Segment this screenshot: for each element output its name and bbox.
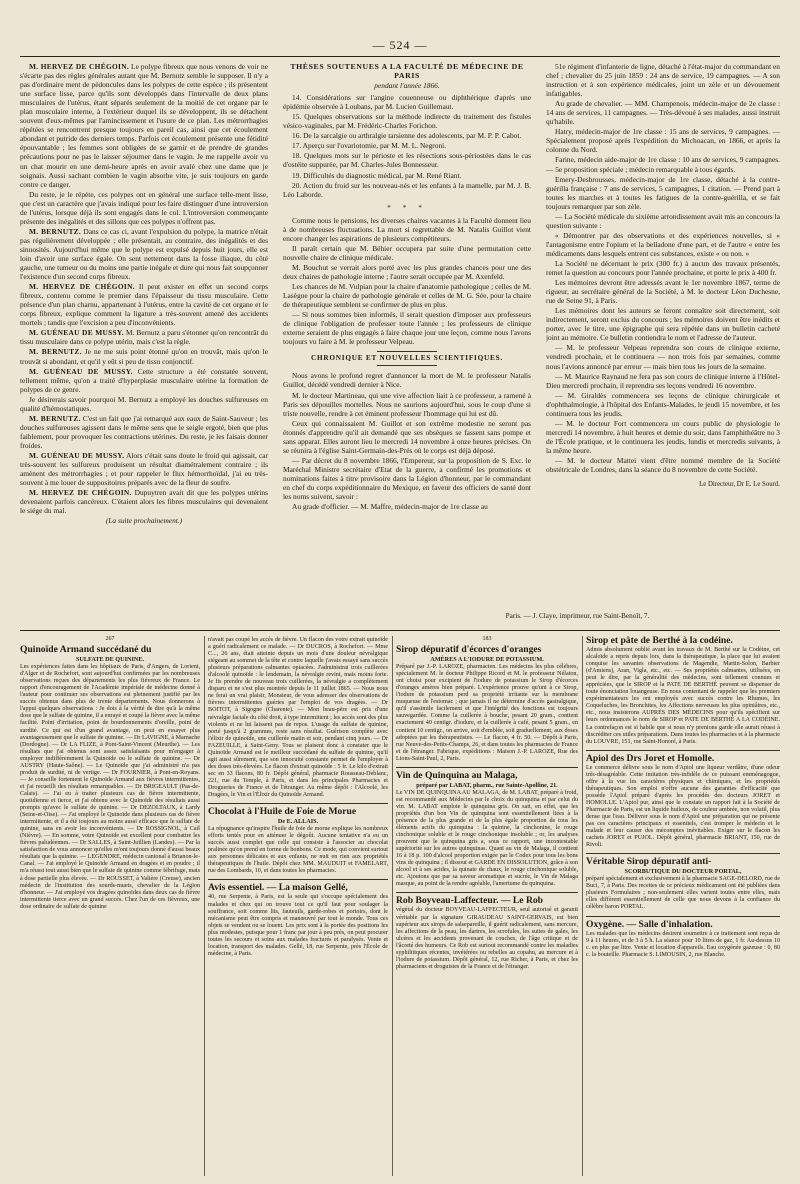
advertisement <box>396 771 578 889</box>
paragraph: Les mémoires dont les auteurs se feront connaître soit directement, soit indirectement, seront exclus du concours ; les mémoires doivent être inédits et porter, avec le titre, une épigraphe qui sera répétée dans un bulletin cacheté joint au mémoire. Ce bulletin contiendra le nom et l'adresse de l'auteur. <box>546 306 780 343</box>
ad-body: Le commerce délivre sous le nom d'Apiol une liqueur verdâtre, d'une odeur très-désagréable. Cette imitation très-infidèle de ce puissant emménagogue, offre à la vue les caractères physiques et chimiques, et les propriétés thérapeutiques. Son emploi n'offre aucune des garanties d'efficacité que possède l'Apiol préparé d'après les procédés des docteurs JORET et HOMOLLE. L'Apiol pur, ainsi que le constate un rapport fait à la Société de Pharmacie de Paris, est un liquide huileux, de couleur ambrée, non volatil, plus dense que l'eau. Délivrer sous le nom d'Apiol une préparation qui ne présente pas ces caractères principaux et essentiels, c'est tromper le médecin et le malade et leur causer des mécomptes inévitables. Exiger sur le flacon les cachets JORET et PUJOL. Dépôt général, pharmacie BRIANT, 150, rue de Rivoli. <box>586 764 780 849</box>
ad-title: Quinoïde Armand succédané du <box>20 644 152 656</box>
ads-top-rule <box>20 630 780 631</box>
advertisement <box>586 636 780 746</box>
ad-subtitle: SCORBUTIQUE DU DOCTEUR PORTAL, <box>624 868 742 876</box>
paragraph <box>20 347 268 365</box>
ad-subtitle: De E. ALLAIS. <box>277 818 319 826</box>
section-subheading: pendant l'année 1866. <box>374 81 440 91</box>
paragraph: Au grade de chevalier. — MM. Champenois, médecin-major de 2e classe : 14 ans de services, 11 campagnes. — Très-dévoué à ses malades, aussi instruit qu'habile. <box>546 99 780 127</box>
ad-title: Vin de Quinquina au Malaga, <box>396 769 518 781</box>
advertisement <box>208 807 388 875</box>
paragraph <box>20 328 268 346</box>
thesis-item: 14. Considérations sur l'angine couenneuse ou diphthérique d'après une épidémie observée à Loubans, par M. Lucien Guillemaut. <box>283 93 531 112</box>
speaker-name: M. HERVEZ DE CHÉGOIN. <box>29 282 135 292</box>
paragraph-text: Alors c'était sans doute le froid qui agissait, car très-souvent les sulfureux produisent un résultat diamétralement contraire ; ils amènent des métrorrhagies ; et pour rappeler le flux hémorrhoïdal, j'ai eu très-souvent à me louer de suppositoires préparés avec de la fleur de soufre. <box>20 450 268 488</box>
ad-title: Chocolat à l'Huile de Foie de Morue <box>208 806 357 818</box>
paragraph <box>20 414 268 450</box>
speaker-name: M. BERNUTZ. <box>29 413 81 423</box>
ad-body: Le VIN DE QUINQUINA AU MALAGA, de M. LABAT, préparé à froid, est recommandé aux Médecins par le choix du quinquina et par celui du vin. M. LABAT emploie le quinquina gris. On sait, en effet, que les propriétés d'un bon Vin de quinquina sont essentiellement liées à la présence de la plus grande et de la plus égale proportion de tous les éléments actifs du quinquina : la quinine, la cinchonine, le rouge cinchonique soluble et le rouge cinchonique insoluble ; or, les analyses prouvent que le quinquina gris a, sous ce rapport, une incontestable supériorité sur les autres quinquinas. Quant au vin de Malaga, il contient 16 à 18 p. 100 d'alcool proportion exigée par le Codex pour tous les bons vins de quinquina ; il dissout et GARDE EN DISSOLUTION, grâce à son alcool et à ses acides, la quinate de chaux, le rouge cinchonique soluble, etc. Ajoutons que par sa saveur aromatique et sucrée, le Vin de Malaga masque, au point de la rendre agréable, l'amertume du quinquina. <box>396 789 578 888</box>
paragraph <box>20 282 268 327</box>
speaker-name: M. HERVEZ DE CHÉGOIN. <box>29 488 132 498</box>
ad-column-4 <box>586 636 780 1176</box>
paragraph-text: Dupuytren avait dit que les polypes utérins devenaient parfois cancéreux. C'étaient alors les fibres musculaires qui devenaient le siége du mal. <box>20 488 268 516</box>
paragraph: — M. Giraldès commencera ses leçons de clinique chirurgicale et d'ophthalmologie, à l'hôpital des Enfants-Malades, le jeudi 15 novembre, et les continuera tous les jeudis. <box>546 390 780 418</box>
separator-stars: * * * <box>387 202 427 212</box>
paragraph-text: M. Bernutz a paru s'étonner qu'on rencontrât du tissu musculaire dans ce polype utérin, mais c'est la règle. <box>20 328 268 347</box>
page-number: — 524 — <box>372 38 428 52</box>
speaker-name: M. GUÉNEAU DE MUSSY. <box>29 450 125 460</box>
news-paragraph: Ceux qui connaissaient M. Guillot et son extrême modestie ne seront pas étonnés d'apprendre qu'il ait demandé que ses obsèques se fassent sans pompe et sans apparat. Elles auront lieu le mercredi 14 novembre à onze heures précises. On se réunira à l'église Saint-Germain-des-Prés où le corps est déjà déposé. <box>283 418 531 455</box>
ad-number: 267 <box>105 636 115 642</box>
director-signoff: Le Directeur, Dr E. Le Sourd. <box>699 481 780 489</box>
paragraph: Les mémoires devront être adressés avant le 1er novembre 1867, terme de rigueur, au secrétaire général de la Société, à M. le docteur Léon Duchesne, rue de Seine 91, à Paris. <box>546 278 780 306</box>
ad-body: La répugnance qu'inspire l'huile de foie de morue explique les nombreux efforts tentés pour en atténuer le dégoût. Aucune tentative n'a eu un succès aussi complet que celle qui consiste à l'associer au chocolat pralinée qu'on prend en forme de bonbons. Ce mode, qui convient surtout aux personnes délicates et aux enfants, ne nuit en rien aux propriétés thérapeutiques de l'huile. Dépôt chez MM. MAUDUIT et FAMELART, rue des Lombards, 10, et dans toutes les pharmacies. <box>208 826 388 875</box>
section-title: CHRONIQUE ET NOUVELLES SCIENTIFIQUES. <box>283 351 531 366</box>
paragraph: — La Société médicale du sixième arrondissement avait mis au concours la question suivante : <box>546 211 780 230</box>
ad-divider <box>586 750 780 751</box>
ad-body: Admis absolument oublié avant les travaux de M. Berthé sur la Codéine, cet alcaloïde a repris depuis lors, dans la thérapeutique, la place que lui avaient conquise les savantes observations de Magendie, Martin-Solon, Barbier (d'Amiens), Aran, Vigla, etc., etc. — Ses propriétés calmantes, utilisées, en peut le dire, par la généralité des médecins, sont tellement connues et appréciées, que le SIROP et la PATE DE BERTHÉ peuvent se dispenser de toute énonciation louangeuse. En nous contentant de rappeler que les premiers expérimentateurs les ont employés avec succès contre les Rhumes, les Coqueluches, les Bronchites, les Affections nerveuses les plus opiniâtres, etc., etc., nous insisterons AUPRÈS DES MÉDECINS pour qu'ils spécifient sur leurs ordonnances le nom de SIROP et PATE DE BERTHÉ A LA CODÉINE. La contrefaçon est si habile que si nous n'y prenions garde elle aurait réussi à discréditer ces utiles préparations. Dans toutes les pharmacies et à la pharmacie du LOUVRE, 151, rue Saint-Honoré, à Paris. <box>586 647 780 745</box>
paragraph <box>20 395 268 413</box>
ad-body: préparé spécialement et exclusivement à la pharmacie SAGE-DELORD, rue de Buci, 7, à Paris. Des recettes de ce précieux médicament ont été publiées dans plusieurs Formulaires ; non-seulement elles varient toutes entre elles, mais elles diffèrent essentiellement de celle que nous devons à la confiance du célèbre baron PORTAL. <box>586 876 780 911</box>
ad-title: Sirop et pâte de Berthé à la codéine. <box>586 636 733 646</box>
ad-divider <box>396 892 578 893</box>
paragraph-text: Cette structure a été constatée souvent, tellement même, qu'on a traité d'hyperplasie musculaire utérine la formation de polypes de ce genre. <box>20 366 268 394</box>
paragraph-text: Dans ce cas ci, avant l'expulsion du polype, la matrice n'était pas régulièrement développée ; elle présentait, au contraire, des inégalités et des sinuosités. Aujourd'hui même que le polype est expulsé depuis huit jours, elle est loin d'avoir une surface égale. On sent nettement dans la fosse iliaque, du côté gauche, une tumeur ou du moins une partie inégale et dure qui nous fait soupçonner l'existence d'un second corps fibreux. <box>20 226 268 282</box>
thesis-item: 17. Aperçu sur l'ovariotomie, par M. M. L. Negroni. <box>292 141 447 151</box>
paragraph: 51e régiment d'infanterie de ligne, détaché à l'état-major du commandant en chef ; chevalier du 25 juin 1859 : 24 ans de service, 19 campagnes. — A son instruction et à son expérience médicales, joint un zèle et un dévouement infatigables. <box>546 62 780 99</box>
paragraph: — M. le docteur Fort commencera un cours public de physiologie le mercredi 14 novembre, à huit heures et demie du soir, dans l'amphithéâtre no 3 de l'École pratique, et le continuera les jeudis, lundis et mercredis suivants, à la même heure. <box>546 418 780 455</box>
paragraph-text: Je désirerais savoir pourquoi M. Bernutz a employé les douches sulfureuses en qualité d'hémostatiques. <box>20 394 268 413</box>
speaker-name: M. BERNUTZ. <box>29 347 82 357</box>
paragraph-text: C'est un fait que j'ai remarqué aux eaux de Saint-Sauveur ; les douches sulfureuses agissent dans le même sens que le seigle ergoté, bien que plus faiblement, pour provoquer les contractions utérines. Du reste, je les faisais donner froides. <box>20 413 268 450</box>
paragraph: Comme nous le pensions, les diverses chaires vacantes à la Faculté donnent lieu à de nombreuses fluctuations. La mort si regrettable de M. Natalis Guillot vient encore changer les aspirations de plusieurs compétiteurs. <box>283 215 531 243</box>
printer-line: Paris. — J. Claye, imprimeur, rue Saint-Benoît, 7. <box>505 612 650 620</box>
column-divider <box>392 636 393 1176</box>
section-heading: THÈSES SOUTENUES A LA FACULTÉ DE MÉDECINE DE PARIS <box>290 62 524 81</box>
ad-body: Les expériences faites dans les hôpitaux de Paris, d'Angers, de Lorient, d'Alger et de Rochefort, sont aujourd'hui confirmées par les nombreuses observations reçues des départements les plus fiévreux de France. Le rapport d'encouragement de l'Académie impériale de médecine donné à l'auteur pour continuer ses observations est pleinement justifié par les succès obtenus dans plus de trente départements. Nous donnerons à l'appui quelques observations : Je dois à la vérité de dire qu'à la même dose que le sulfate de quinine, il a enrayé et coupé la fièvre avec la même facilité. Point d'irritation, point de bourdonnements d'oreille, point de surdité. Ce qui est d'un grand avantage, on peut en essayer plus avantageusement que le sulfate de quinine. — Dr LAVIGNE, à Marnache (Dordogne). — Dr LA FLIZE, à Pont-Saint-Vincent (Meurthe). — Les résultats que j'ai obtenus sont assez satisfaisants pour m'engager à employer indifféremment la Quinoïde ou le sulfate de quinine. — Dr AUSTRY (Haute-Saône). — Le Quinoïde que j'ai administré n'a pas produit de surdité, ni de vertige. — Dr FOURNIER, à Pont-en-Royans. — Je conseille fortement le Quinoïde Armand aux fièvres intermittentes, et j'ai recueilli des résultats remarquables. — Dr BRIGEAULT (Pas-de-Calais). — J'ai eu à traiter plusieurs cas de fièvre intermittente, quotidienne et tierce, et j'ai obtenu avec le Quinoïde des résultats aussi prompts qu'avec le sulfate de quinine. — Dr DEZOLTAUX, à Lardy (Seine-et-Oise). — J'ai employé le Quinoïde dans plusieurs cas de fièvre intermittente, et il a été toujours au moins aussi efficace que le sulfate de quinine, sans en avoir les inconvénients. — Dr ROSSIGNOL, à Cail (Nièvre). — En somme, votre Quinoïde est excellent pour combattre les fièvres paludéennes. — Dr SALLES, à Saint-Juillien (Landes). — Par la satisfaction de vous annoncer qu'elles m'ont toujours donné d'aussi beaux résultats que la quinine. — LEGENDRE, médecin cantonal à Brianon-le-Canal. — J'ai employé le Quinoïde Armand en dragées et en poudre ; il m'a réussi tout aussi bien que le sulfate de quinine comme fébrifuge, mais à dose partielle plus élevée. — Dr ROUSSET, à Valière (Creuse), ancien médecin de l'institution des sourds-muets, chevalier de la Légion d'honneur. — J'ai employé vos dragées quinoïdes dans deux cas de fièvre intermittente tierce avec un grand succès. Chez l'un de ces fièvreux, une dose ordinaire de sulfate de quinine <box>20 664 200 910</box>
ad-number: 183 <box>482 636 492 642</box>
news-paragraph: Nous avons le profond regret d'annoncer la mort de M. le professeur Natalis Guillot, décédé vendredi dernier à Nice. <box>283 371 531 390</box>
ad-subtitle: AMÈRES A L'IODURE DE POTASSIUM. <box>430 656 544 664</box>
paragraph: — Si nous sommes bien informés, il serait question d'imposer aux professeurs de clinique l'obligation de professer toute l'année ; les professeurs de clinique externe seraient de plus engagés à faire chaque jour une leçon, comme nous l'avons toujours vu faire à M. le professeur Velpeau. <box>283 310 531 347</box>
paragraph <box>20 488 268 515</box>
news-paragraph: Au grade d'officier. — M. Maffre, médecin-major de 1re classe au <box>292 502 488 512</box>
continuation-note: (La suite prochainement.) <box>105 516 183 526</box>
column-divider <box>582 636 583 1176</box>
paragraph-text: Il peut exister en effet un second corps fibreux, contenu comme le premier dans l'épaisseur du tissu musculaire. Cette présence d'un plan charnu, appartenant à l'utérus, entre la cavité de cet organe et le corps fibreux, explique comment la ligature a très-souvent amené des accidents mortels ; tandis que l'excision a peu d'inconvénients. <box>20 282 268 328</box>
advertisement <box>586 754 780 850</box>
ad-divider <box>396 767 578 768</box>
paragraph: Les chances de M. Vulpian pour la chaire d'anatomie pathologique ; celles de M. Lasègue pour la chaire de pathologie générale et celles de M. G. Sée, pour la chaire de thérapeutique semblent se confirmer de plus en plus. <box>283 282 531 310</box>
column-divider <box>204 636 205 1176</box>
thesis-item: 15. Quelques observations sur la méthode indirecte du traitement des fistules vésico-vaginales, par M. Frédéric-Charles Forichon. <box>283 112 531 131</box>
header-rule <box>20 56 780 57</box>
paragraph: « Démontrer par des observations et des expériences nouvelles, si « l'antagonisme entre l'opium et la belladone d'une part, et de l'autre « entre les médicaments dans lesquels entrent ces substances, existe « ou non. » <box>546 230 780 258</box>
paragraph <box>20 62 268 189</box>
paragraph: — M. le docteur Mattei vient d'être nommé membre de la Société obstétricale de Londres, dans la séance du 8 novembre de cette Société. <box>546 455 780 475</box>
thesis-item: 16. De la sarcalgie ou arthralgie tarsienne des adolescents, par M. P. P. Cabot. <box>292 131 522 141</box>
paragraph: La Société ne décernant le prix (300 fr.) à aucun des travaux présentés, remet la question au concours pour l'année prochaine, et porte le prix à 400 fr. <box>546 258 780 278</box>
paragraph <box>20 367 268 394</box>
paragraph: Emery-Desbrousses, médecin-major de 1re classe, détaché à la contre-guérilla française : 7 ans de services, 5 campagnes, 1 citation. — Prend part à toutes les marches et à toutes les fatigues de la contre-guérilla, et se fait toujours remarquer par son zèle. <box>546 174 780 211</box>
advertisement <box>20 645 200 911</box>
ad-body: 40, rue Serpente, à Paris, est la seule qui s'occupe spécialement des malades et chez qui on trouve tout ce qu'il faut pour soulager la souffrance, soit comme lits, fauteuils, garde-robes et portoirs, dont le mécanisme peut être compris et manœuvré par tout le monde. Tous ces objets se vendent ou se louent. Les prix sont à la portée des positions les plus modestes, puisque pour 1 franc par jour à peu près, on peut procurer toutes les secours et soins aux malades fracturés et paralysés. Vente et location, transport des malades. Gellé, 18, rue Serpente, près l'École de médecine, à Paris. <box>208 894 388 957</box>
thesis-item: 18. Quelques mots sur le périoste et les résections sous-périostées dans le cas d'ostéite suppurée, par M. Charles-Jules Bonnesseur. <box>283 151 531 170</box>
paragraph: Hatry, médecin-major de 1re classe : 15 ans de services, 9 campagnes. — Spécialement proposé après l'expédition du Michoacan, en 1866, et après la colonne du Nord. <box>546 127 780 155</box>
advertisement <box>586 857 780 911</box>
ad-body: végétal du docteur BOYVEAU-LAFFECTEUR, seul autorisé et garanti véritable par la signature GIRAUDEAU SAINT-GERVAIS, est bien supérieur aux sirops de salsepareille, il guérit radicalement, sans mercure, les affections de la peau, les dartres, les scrofules, les suites de gales, les ulcères et les accidents provenant de couches, de l'âge critique et de l'âcreté des humeurs. Ce Rob est surtout recommandé contre les maladies syphilitiques récentes, invétérées ou rebelles au copahu, au mercure et à l'iodure de potassium. Dépôt général, 12, rue Richer, à Paris, et chez les pharmaciens et droguistes de la France et de l'étranger. <box>396 907 578 970</box>
speaker-name: M. GUÉNEAU DE MUSSY. <box>29 366 133 376</box>
ad-title: Avis essentiel. — La maison Gellé, <box>208 882 348 894</box>
paragraph: — M. Maurice Raynaud ne fera pas son cours de clinique interne à l'Hôtel-Dieu mercredi prochain, il reprendra ses leçons vendredi 16 novembre. <box>546 371 780 390</box>
ad-column-1 <box>20 636 200 1176</box>
ad-body: Les malades que les médecins désirent soumettre à ce traitement sont reçus de 9 à 11 heures, et de 3 à 5 h. La séance pour 10 litres de gaz, 1 fr. Au-dessus 10 c. en plus par litre. Vente et location d'appareils. Eau oxygénée gazeuse : 0, 80 c. la bouteille. Pharmacie S. LIMOUSIN, 2, rue Blanche. <box>586 930 780 958</box>
ad-title: Sirop dépuratif d'écorces d'oranges <box>396 644 542 656</box>
news-paragraph: M. le docteur Martineau, qui une vive affection liait à ce professeur, a ramené à Paris ses dépouilles mortelles. Nous ne saurions aujourd'hui, sous le coup d'une si triste nouvelle, rendre à cet éminent professeur l'hommage qui lui est dû. <box>283 390 531 418</box>
paragraph: M. Bouchut se verrait alors porté avec les plus grandes chances pour une des deux chaires de pathologie interne ; l'autre serait occupée par M. Axenfeld. <box>283 262 531 281</box>
ad-divider <box>208 803 388 804</box>
advertisement <box>586 920 780 959</box>
speaker-name: M. GUÉNEAU DE MUSSY. <box>29 328 125 338</box>
ad-title: Oxygène. — Salle d'inhalation. <box>586 918 713 930</box>
news-paragraph: — Par décret du 8 novembre 1866, l'Empereur, sur la proposition de S. Exc. le Maréchal Ministre secrétaire d'Etat de la guerre, a confirmé les promotions et nominations faites à titre provisoire dans la Légion d'honneur, par le commandant en chef du corps expéditionnaire du Mexique, en faveur des officiers de santé dont les noms suivent, savoir : <box>283 455 531 502</box>
ad-column-3 <box>396 636 578 1176</box>
ad-column-2 <box>208 636 388 1176</box>
article-column-nominations <box>546 62 780 610</box>
thesis-item: 19. Difficultés du diagnostic médical, par M. René Riant. <box>292 170 462 180</box>
ad-title: Rob Boyveau-Laffecteur. — Le Rob <box>396 895 544 907</box>
thesis-item: 20. Action du froid sur les nouveau-nés et les enfants à la mamelle, par M. J. B. Léo Laborde. <box>283 180 531 199</box>
paragraph: Il paraît certain que M. Béhier occupera par suite d'une permutation cette nouvelle chaire de clinique médicale. <box>283 243 531 262</box>
ad-title: Véritable Sirop dépuratif anti- <box>586 856 712 868</box>
speaker-name: M. HERVEZ DE CHÉGOIN. <box>29 62 130 71</box>
ad-subtitle: SULFATE DE QUININE. <box>75 656 144 664</box>
advertisement <box>396 645 578 763</box>
ad-divider <box>208 879 388 880</box>
ad-title: Apiol des Drs Joret et Homolle. <box>586 752 715 764</box>
speaker-name: M. BERNUTZ. <box>29 226 82 236</box>
ad-subtitle: préparé par LABAT, pharm., rue Sainte-Apolline, 21. <box>416 781 558 789</box>
paragraph-text: Du reste, je le répète, ces polypes ont en général une surface telle-ment lisse, que c'est un caractère que j'avais indiqué pour les faire distinguer d'une introversion de l'utérus, lorsque déjà ils sont engagés dans le col. L'introversion commençante présente des inégalités et des sillons que ces polypes n'offrent pas. <box>20 189 268 226</box>
paragraph-text: Le polype fibreux que nous venons de voir ne s'écarte pas des règles générales autant que M. Bernutz semble le supposer. Il n'y a pas d'ordinaire ment de pédoncules dans les polypes de cette espèce ; ils présentent une surface lisse, parce qu'ils sont développés dans l'intervalle de deux plans musculaires de l'utérus, étant séparés seulement de la moitié de cet organe par le plan musculaire interne, à l'extérieur duquel ils se développent, ils se détachent souvent d'eux-mêmes par l'amincissement et l'usure de ce plan. Les métrorrhagies répétées se rencontrent presque toujours en pareil cas, ainsi que cet écoulement abondant et putride des derniers temps. Parfois cet écoulement présente une fétidité épouvantable ; les femmes sont obligées de se garnir et de prendre de grandes précautions pour ne pas le laisser séjourner dans le vagin. Je me rappelle avoir vu un chat mourir en une demi-heure après en avoir avalé chez une dame que je soignais. Aussi sachant combien le vagin absorbe vite, je suis toujours en garde contre ce danger. <box>20 62 268 189</box>
advertisement <box>208 637 388 799</box>
advertisement <box>396 896 578 970</box>
paragraph <box>20 190 268 226</box>
ad-divider <box>586 916 780 917</box>
paragraph <box>20 227 268 281</box>
ad-body: n'avait pas coupé les accès de fièvre. Un flacon des votre extrait quinoïde a guéri radicalement ce malade. — Dr DUCROS, à Rochefort. — Mme C..., 26 ans, était atteinte depuis un mois d'une douleur névralgique siégeant au sommet de la tête et contre laquelle j'avais essayé sans succès plusieurs préparations calmantes opiacées. J'administrai trois cuillerées d'alcoolé quinoïde : le lendemain, la névralgie revint, mais moins forte. Je fis prendre de nouveau trois cuillerées, la névralgie a complètement disparu et ne s'est plus montrée depuis le 11 juillet 1865. — Nous nous ne ferai un vrai plaisir, Monsieur, de vous adresser des observations de fièvres intermittentes guéries par l'emploi de vos dragées. — Dr BOITOT, à Sigogne (Charente). — Mon beau-père est pris d'une névralgie faciale du côté droit, à type intermittent ; les accès sont des plus violents et ne lui laissent pas de repos. L'usage du sulfate de quinine, porté jusqu'à 2 grammes, reste sans résultat. Guérison complète avec l'élixir de quinoïde, une cuillerée matin et soir, pendant cinq jours. — Dr FAZEUILLE, à Saint-Geny. Tous se plaisent donc à constater que le Quinoïde Armand est le meilleur succédané du sulfate de quinine, qu'il agit aussi sûrement, que son innocuité constante permet de l'employer à des doses très-élevées. Le flacon d'extrait quinoïde : 5 fr. Le kilo d'extrait sec en 33 flacons, 80 fr. Dépôt général, pharmacie Rousseau-Deblanc, 221, rue du Temple, à Paris, et dans les principales Pharmacies et Drogueries de France et de l'étranger. Au même dépôt : l'Alcoolé, les Dragées, le Vin et l'Élixir du Quinoïde Armand. <box>208 637 388 799</box>
paragraph <box>20 451 268 487</box>
advertisement <box>208 883 388 957</box>
paragraph: Farine, médecin aide-major de 1re classe : 10 ans de services, 9 campagnes. — 5e proposition spéciale ; médecin remarquable à tous égards. <box>546 155 780 174</box>
article-column-theses-news <box>283 62 531 622</box>
article-column-discussion <box>20 62 268 622</box>
paragraph-text: Je ne me suis point étonné qu'on en trouvât, mais qu'on le trouvât si abondant, et qu'il y eût si peu de tissu conjonctif. <box>20 347 268 366</box>
ad-divider <box>586 853 780 854</box>
ad-body: Préparé par J.-P. LAROZE, pharmacien. Les médecins les plus célèbres, spécialement M. le docteur Philippe Ricord et M. le professeur Nélaton, ont choisi pour excipient de l'iodure de potassium le Sirop d'écorces d'oranges amères bien préparé. L'expérience prouve qu'uni à ce Sirop, l'iodure de potassium perd sa propriété irritante sur la membrane muqueuse de l'estomac ; que jamais il ne détermine d'accès gastralgique, qu'il s'assimile facilement et que l'intégrité des fonctions est toujours sauvegardée. Comme la cuillerée à bouche, pesant 20 gram., contient exactement 40 centigr. d'iodure, et la cuillerée à café, pesant 5 gram., en contient 10 centigr., on arrive, soit d'emblée, soit graduellement, aux doses adoptées par les thérapeutistes. — Le flacon, 4 fr. 50. — Dépôt à Paris, rue Neuve-des-Petits-Champs, 26, et dans toutes les pharmacies de France et de l'étranger. Fabrique, expéditions : Maison J.-P. LAROZE, Rue des Lions-Saint-Paul, 2, Paris. <box>396 664 578 762</box>
paragraph: — M. le professeur Velpeau reprendra son cours de clinique externe, vendredi prochain, et le continuera — non trois fois par semaines, comme nous l'avions annoncé par erreur — mais bien tous les jours de la semaine. <box>546 343 780 371</box>
